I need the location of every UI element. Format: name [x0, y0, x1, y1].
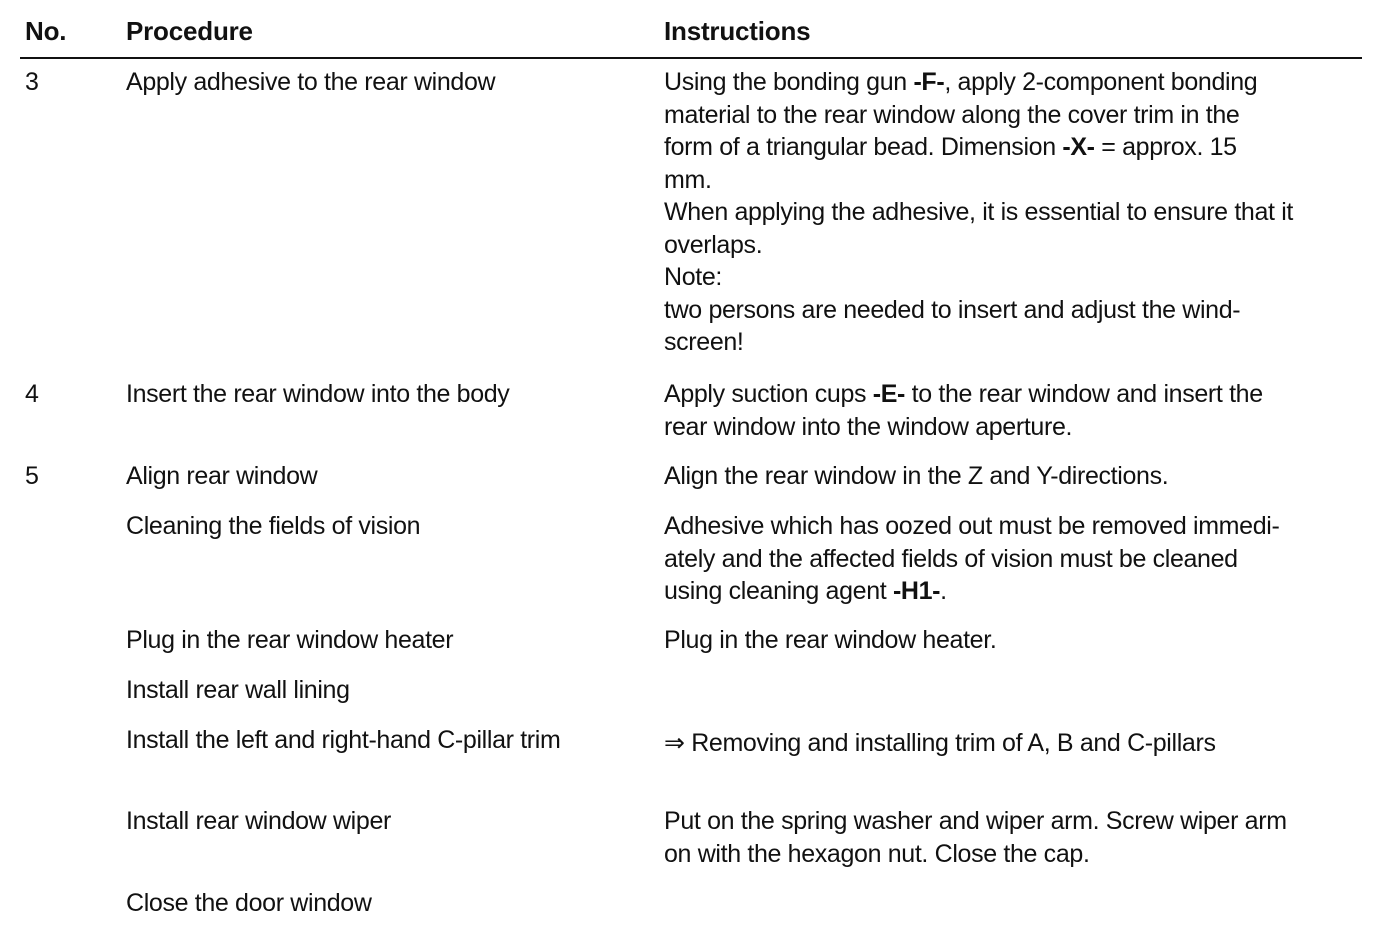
procedure-step: Install the left and right-hand C-pillar trim — [126, 726, 561, 754]
procedure-step: Install rear window wiper — [126, 807, 391, 835]
instruction-line: form of a triangular bead. Dimension -X- = approx. 15 — [664, 133, 1237, 161]
instruction-text — [664, 727, 1364, 760]
instruction-line: ately and the affected fields of vision must be cleaned — [664, 544, 1238, 573]
instruction-line: material to the rear window along the cover trim in the — [664, 100, 1240, 129]
header-no: No. — [25, 16, 67, 46]
instruction-line: using cleaning agent -H1-. — [664, 577, 947, 605]
instruction-line: Plug in the rear window heater. — [664, 626, 997, 654]
instruction-line: Note: — [664, 263, 723, 291]
row-number: 5 — [25, 462, 39, 490]
instruction-text — [664, 460, 1364, 493]
instruction-text — [664, 378, 1364, 443]
instruction-text — [664, 510, 1364, 608]
instruction-line: When applying the adhesive, it is essential to ensure that it — [664, 198, 1294, 226]
tool-reference: -X- — [1062, 133, 1095, 161]
instruction-text — [664, 66, 1364, 359]
row-number: 4 — [25, 380, 39, 408]
tool-reference: -H1- — [892, 577, 941, 605]
instruction-line: on with the hexagon nut. Close the cap. — [664, 839, 1090, 868]
instruction-line: Align the rear window in the Z and Y-directions. — [664, 462, 1169, 490]
instruction-line: Adhesive which has oozed out must be removed immedi- — [664, 512, 1280, 540]
procedure-step: Align rear window — [126, 462, 318, 490]
header-instructions: Instructions — [664, 16, 811, 46]
procedure-step: Insert the rear window into the body — [126, 380, 510, 408]
tool-reference: -F- — [913, 68, 945, 96]
instruction-text — [664, 624, 1364, 657]
procedure-step: Cleaning the fields of vision — [126, 512, 421, 540]
header-procedure: Procedure — [126, 16, 253, 46]
procedure-step: Apply adhesive to the rear window — [126, 68, 496, 96]
instruction-line: mm. — [664, 165, 712, 194]
instruction-line: ⇒ Removing and installing trim of A, B and C-pillars — [664, 729, 1216, 757]
instruction-line: two persons are needed to insert and adjust the wind- — [664, 295, 1241, 324]
instruction-line: rear window into the window aperture. — [664, 412, 1073, 441]
instruction-line: screen! — [664, 328, 744, 356]
header-divider — [20, 57, 1362, 59]
instruction-text — [664, 805, 1364, 870]
procedure-step: Install rear wall lining — [126, 676, 350, 704]
instruction-line: Using the bonding gun -F-, apply 2-component bonding — [664, 68, 1258, 96]
instruction-line: Apply suction cups -E- to the rear window and insert the — [664, 380, 1263, 408]
procedure-step: Close the door window — [126, 889, 372, 917]
row-number: 3 — [25, 68, 39, 96]
instruction-line: Put on the spring washer and wiper arm. Screw wiper arm — [664, 807, 1287, 835]
instruction-line: overlaps. — [664, 230, 763, 259]
procedure-step: Plug in the rear window heater — [126, 626, 454, 654]
tool-reference: -E- — [872, 380, 906, 408]
